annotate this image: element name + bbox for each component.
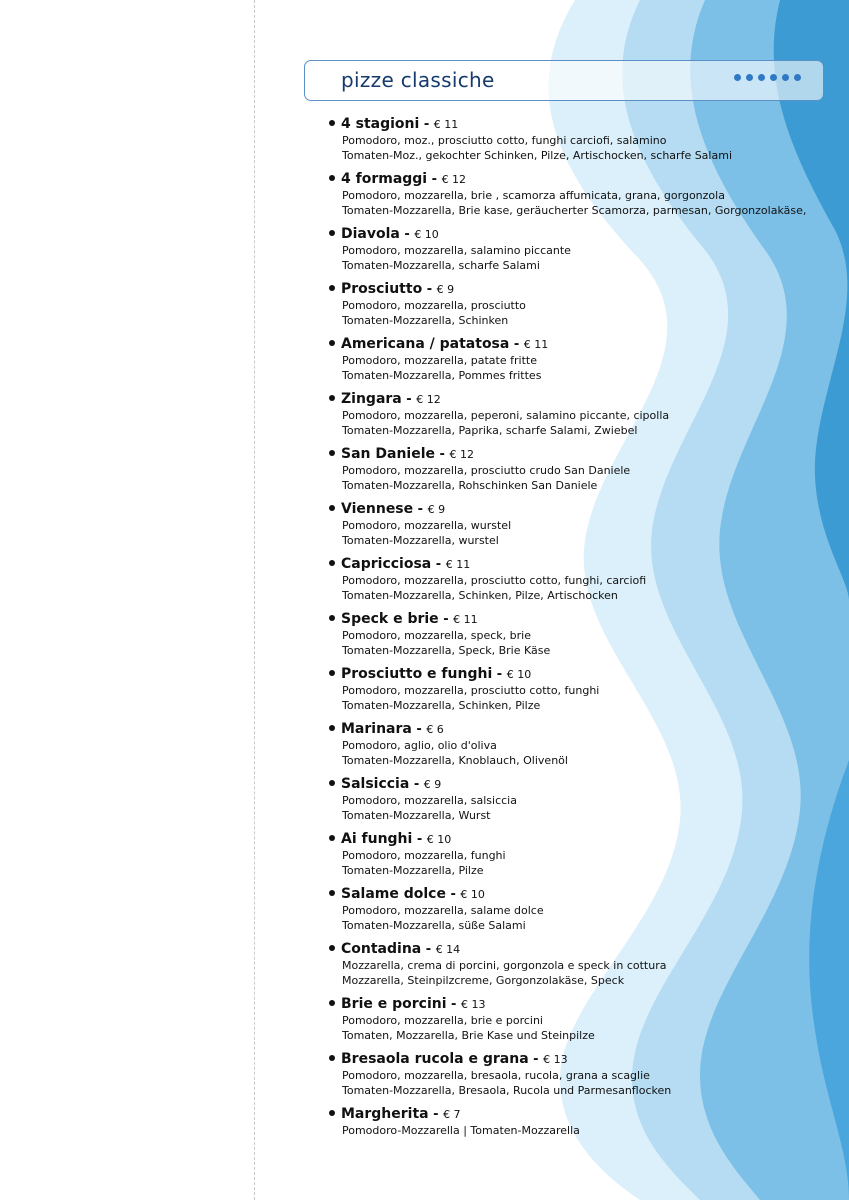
ingredients-italian: Pomodoro, mozzarella, salamino piccante (342, 244, 571, 257)
ingredients-italian: Pomodoro, mozzarella, salsiccia (342, 794, 517, 807)
bullet-icon (329, 890, 335, 896)
ingredients-italian: Pomodoro, mozzarella, peperoni, salamino piccante, cipolla (342, 409, 670, 422)
menu-item-title (329, 882, 829, 903)
bullet-icon (329, 505, 335, 511)
pizza-price: € 11 (445, 558, 471, 571)
dot-icon (734, 74, 741, 81)
ingredients-german: Tomaten-Mozzarella, Brie kase, geräucherter Scamorza, parmesan, Gorgonzolakäse, (342, 204, 807, 217)
pizza-price: € 9 (427, 503, 446, 516)
name-price-separator: - (438, 612, 454, 627)
pizza-price: € 9 (436, 283, 455, 296)
menu-item (329, 332, 829, 387)
menu-list (329, 112, 829, 1157)
menu-item (329, 827, 829, 882)
ingredients-german: Tomaten-Mozzarella, Wurst (342, 809, 491, 822)
menu-item-title (329, 332, 829, 353)
ingredients-german: Tomaten-Mozzarella, Knoblauch, Olivenöl (342, 754, 568, 767)
pizza-name: Prosciutto (341, 281, 423, 297)
fold-line (254, 0, 255, 1200)
dot-icon (782, 74, 789, 81)
menu-item-title (329, 717, 829, 738)
name-price-separator: - (435, 447, 450, 462)
dot-icon (746, 74, 753, 81)
pizza-price: € 11 (433, 118, 459, 131)
pizza-price: € 10 (426, 833, 452, 846)
name-price-separator: - (411, 722, 427, 737)
menu-item (329, 607, 829, 662)
pizza-name: Salame dolce (341, 886, 446, 902)
name-price-separator: - (401, 392, 417, 407)
ingredients-italian: Pomodoro, mozzarella, prosciutto cotto, funghi (342, 684, 600, 697)
bullet-icon (329, 340, 335, 346)
menu-item-title (329, 387, 829, 408)
bullet-icon (329, 395, 335, 401)
pizza-name: San Daniele (341, 446, 435, 462)
menu-item (329, 442, 829, 497)
pizza-price: € 10 (414, 228, 439, 241)
menu-item-title (329, 937, 829, 958)
menu-item (329, 1102, 829, 1157)
ingredients-italian: Pomodoro, mozzarella, prosciutto crudo San Daniele (342, 464, 631, 477)
ingredients-italian: Pomodoro, mozzarella, brie , scamorza affumicata, grana, gorgonzola (342, 189, 725, 202)
menu-item-title (329, 992, 829, 1013)
name-price-separator: - (419, 117, 434, 132)
pizza-name: Contadina (341, 941, 422, 957)
bullet-icon (329, 670, 335, 676)
pizza-price: € 10 (460, 888, 485, 901)
pizza-name: Viennese (341, 501, 414, 517)
menu-item-title (329, 1102, 829, 1123)
ingredients-italian: Pomodoro, mozzarella, salame dolce (342, 904, 544, 917)
ingredients-german: Tomaten-Mozzarella, Bresaola, Rucola und Parmesanflocken (342, 1084, 672, 1097)
ingredients-german: Tomaten-Mozzarella, süße Salami (342, 919, 526, 932)
pizza-name: Margherita (341, 1106, 429, 1122)
pizza-price: € 12 (416, 393, 441, 406)
pizza-name: Diavola (341, 226, 400, 242)
pizza-name: Prosciutto e funghi (341, 666, 493, 682)
name-price-separator: - (412, 832, 427, 847)
menu-item-title (329, 662, 829, 683)
menu-item-title (329, 1047, 829, 1068)
ingredients-german: Tomaten-Mozzarella, Paprika, scharfe Salami, Zwiebel (342, 424, 638, 437)
ingredients-italian: Pomodoro, mozzarella, prosciutto (342, 299, 526, 312)
pizza-price: € 13 (543, 1053, 568, 1066)
menu-item-title (329, 552, 829, 573)
ingredients-german: Mozzarella, Steinpilzcreme, Gorgonzolakäse, Speck (342, 974, 625, 987)
ingredients-italian: Pomodoro, aglio, olio d'oliva (342, 739, 497, 752)
bullet-icon (329, 615, 335, 621)
menu-item-title (329, 277, 829, 298)
pizza-price: € 9 (423, 778, 442, 791)
bullet-icon (329, 780, 335, 786)
dot-icon (794, 74, 801, 81)
menu-item-title (329, 442, 829, 463)
menu-item (329, 277, 829, 332)
menu-item (329, 387, 829, 442)
bullet-icon (329, 725, 335, 731)
menu-item-title (329, 607, 829, 628)
bullet-icon (329, 450, 335, 456)
bullet-icon (329, 945, 335, 951)
menu-item-title (329, 222, 829, 243)
pizza-price: € 6 (426, 723, 444, 736)
pizza-name: Brie e porcini (341, 996, 447, 1012)
pizza-price: € 14 (435, 943, 461, 956)
ingredients-german: Tomaten-Mozzarella, wurstel (342, 534, 499, 547)
pizza-price: € 12 (449, 448, 474, 461)
menu-item (329, 662, 829, 717)
menu-item (329, 882, 829, 937)
menu-item (329, 167, 829, 222)
ingredients-italian: Pomodoro, mozzarella, bresaola, rucola, grana a scaglie (342, 1069, 650, 1082)
pizza-name: Salsiccia (341, 776, 410, 792)
ingredients-german: Tomaten-Mozzarella, Schinken, Pilze (342, 699, 541, 712)
name-price-separator: - (431, 557, 446, 572)
menu-item (329, 497, 829, 552)
name-price-separator: - (399, 227, 415, 242)
section-title: pizze classiche (341, 68, 495, 92)
menu-item-title (329, 827, 829, 848)
pizza-name: Capricciosa (341, 556, 432, 572)
menu-item-title (329, 497, 829, 518)
ingredients-german: Tomaten-Mozzarella, Schinken, Pilze, Artischocken (342, 589, 618, 602)
ingredients-german: Tomaten-Mozzarella, Pommes frittes (342, 369, 542, 382)
name-price-separator: - (413, 502, 428, 517)
menu-item-title (329, 112, 829, 133)
menu-item (329, 222, 829, 277)
menu-item (329, 772, 829, 827)
ingredients-italian: Mozzarella, crema di porcini, gorgonzola e speck in cottura (342, 959, 667, 972)
ingredients-italian: Pomodoro, mozzarella, prosciutto cotto, funghi, carciofi (342, 574, 647, 587)
menu-item (329, 717, 829, 772)
ingredients-german: Tomaten-Moz., gekochter Schinken, Pilze, Artischocken, scharfe Salami (342, 149, 732, 162)
pizza-price: € 7 (443, 1108, 461, 1121)
pizza-name: Speck e brie (341, 611, 439, 627)
bullet-icon (329, 175, 335, 181)
menu-item-title (329, 167, 829, 188)
bullet-icon (329, 1110, 335, 1116)
name-price-separator: - (446, 997, 461, 1012)
pizza-price: € 12 (441, 173, 467, 186)
pizza-price: € 11 (523, 338, 549, 351)
ingredients-italian: Pomodoro, mozzarella, speck, brie (342, 629, 531, 642)
pizza-name: Americana / patatosa (341, 336, 510, 352)
dot-icon (770, 74, 777, 81)
bullet-icon (329, 1000, 335, 1006)
name-price-separator: - (492, 667, 507, 682)
menu-item (329, 552, 829, 607)
pizza-name: Marinara (341, 721, 412, 737)
ingredients-italian: Pomodoro, mozzarella, wurstel (342, 519, 512, 532)
name-price-separator: - (427, 172, 442, 187)
ingredients-italian: Pomodoro, mozzarella, funghi (342, 849, 506, 862)
dot-icon (758, 74, 765, 81)
pizza-name: Ai funghi (341, 831, 413, 847)
pizza-name: Bresaola rucola e grana (341, 1051, 529, 1067)
ingredients-german: Tomaten-Mozzarella, Speck, Brie Käse (342, 644, 551, 657)
bullet-icon (329, 835, 335, 841)
menu-item-title (329, 772, 829, 793)
ingredients-italian: Pomodoro-Mozzarella | Tomaten-Mozzarella (342, 1124, 580, 1137)
name-price-separator: - (445, 887, 461, 902)
bullet-icon (329, 120, 335, 126)
ingredients-german: Tomaten-Mozzarella, Schinken (342, 314, 509, 327)
ingredients-italian: Pomodoro, mozzarella, brie e porcini (342, 1014, 543, 1027)
pizza-price: € 13 (460, 998, 486, 1011)
bullet-icon (329, 560, 335, 566)
pizza-name: 4 formaggi (341, 171, 428, 187)
ingredients-german: Tomaten-Mozzarella, scharfe Salami (342, 259, 540, 272)
name-price-separator: - (509, 337, 524, 352)
decorative-dots (734, 74, 801, 81)
ingredients-german: Tomaten, Mozzarella, Brie Kase und Steinpilze (342, 1029, 595, 1042)
bullet-icon (329, 1055, 335, 1061)
ingredients-german: Tomaten-Mozzarella, Pilze (342, 864, 484, 877)
bullet-icon (329, 230, 335, 236)
section-header (304, 60, 824, 101)
menu-item (329, 992, 829, 1047)
bullet-icon (329, 285, 335, 291)
ingredients-italian: Pomodoro, moz., prosciutto cotto, funghi carciofi, salamino (342, 134, 667, 147)
menu-item (329, 937, 829, 992)
name-price-separator: - (528, 1052, 544, 1067)
name-price-separator: - (409, 777, 424, 792)
pizza-price: € 11 (453, 613, 478, 626)
pizza-name: Zingara (341, 391, 402, 407)
menu-item (329, 1047, 829, 1102)
ingredients-italian: Pomodoro, mozzarella, patate fritte (342, 354, 537, 367)
name-price-separator: - (421, 942, 436, 957)
menu-item (329, 112, 829, 167)
pizza-price: € 10 (506, 668, 532, 681)
pizza-name: 4 stagioni (341, 116, 420, 132)
name-price-separator: - (422, 282, 437, 297)
name-price-separator: - (428, 1107, 444, 1122)
ingredients-german: Tomaten-Mozzarella, Rohschinken San Daniele (342, 479, 598, 492)
